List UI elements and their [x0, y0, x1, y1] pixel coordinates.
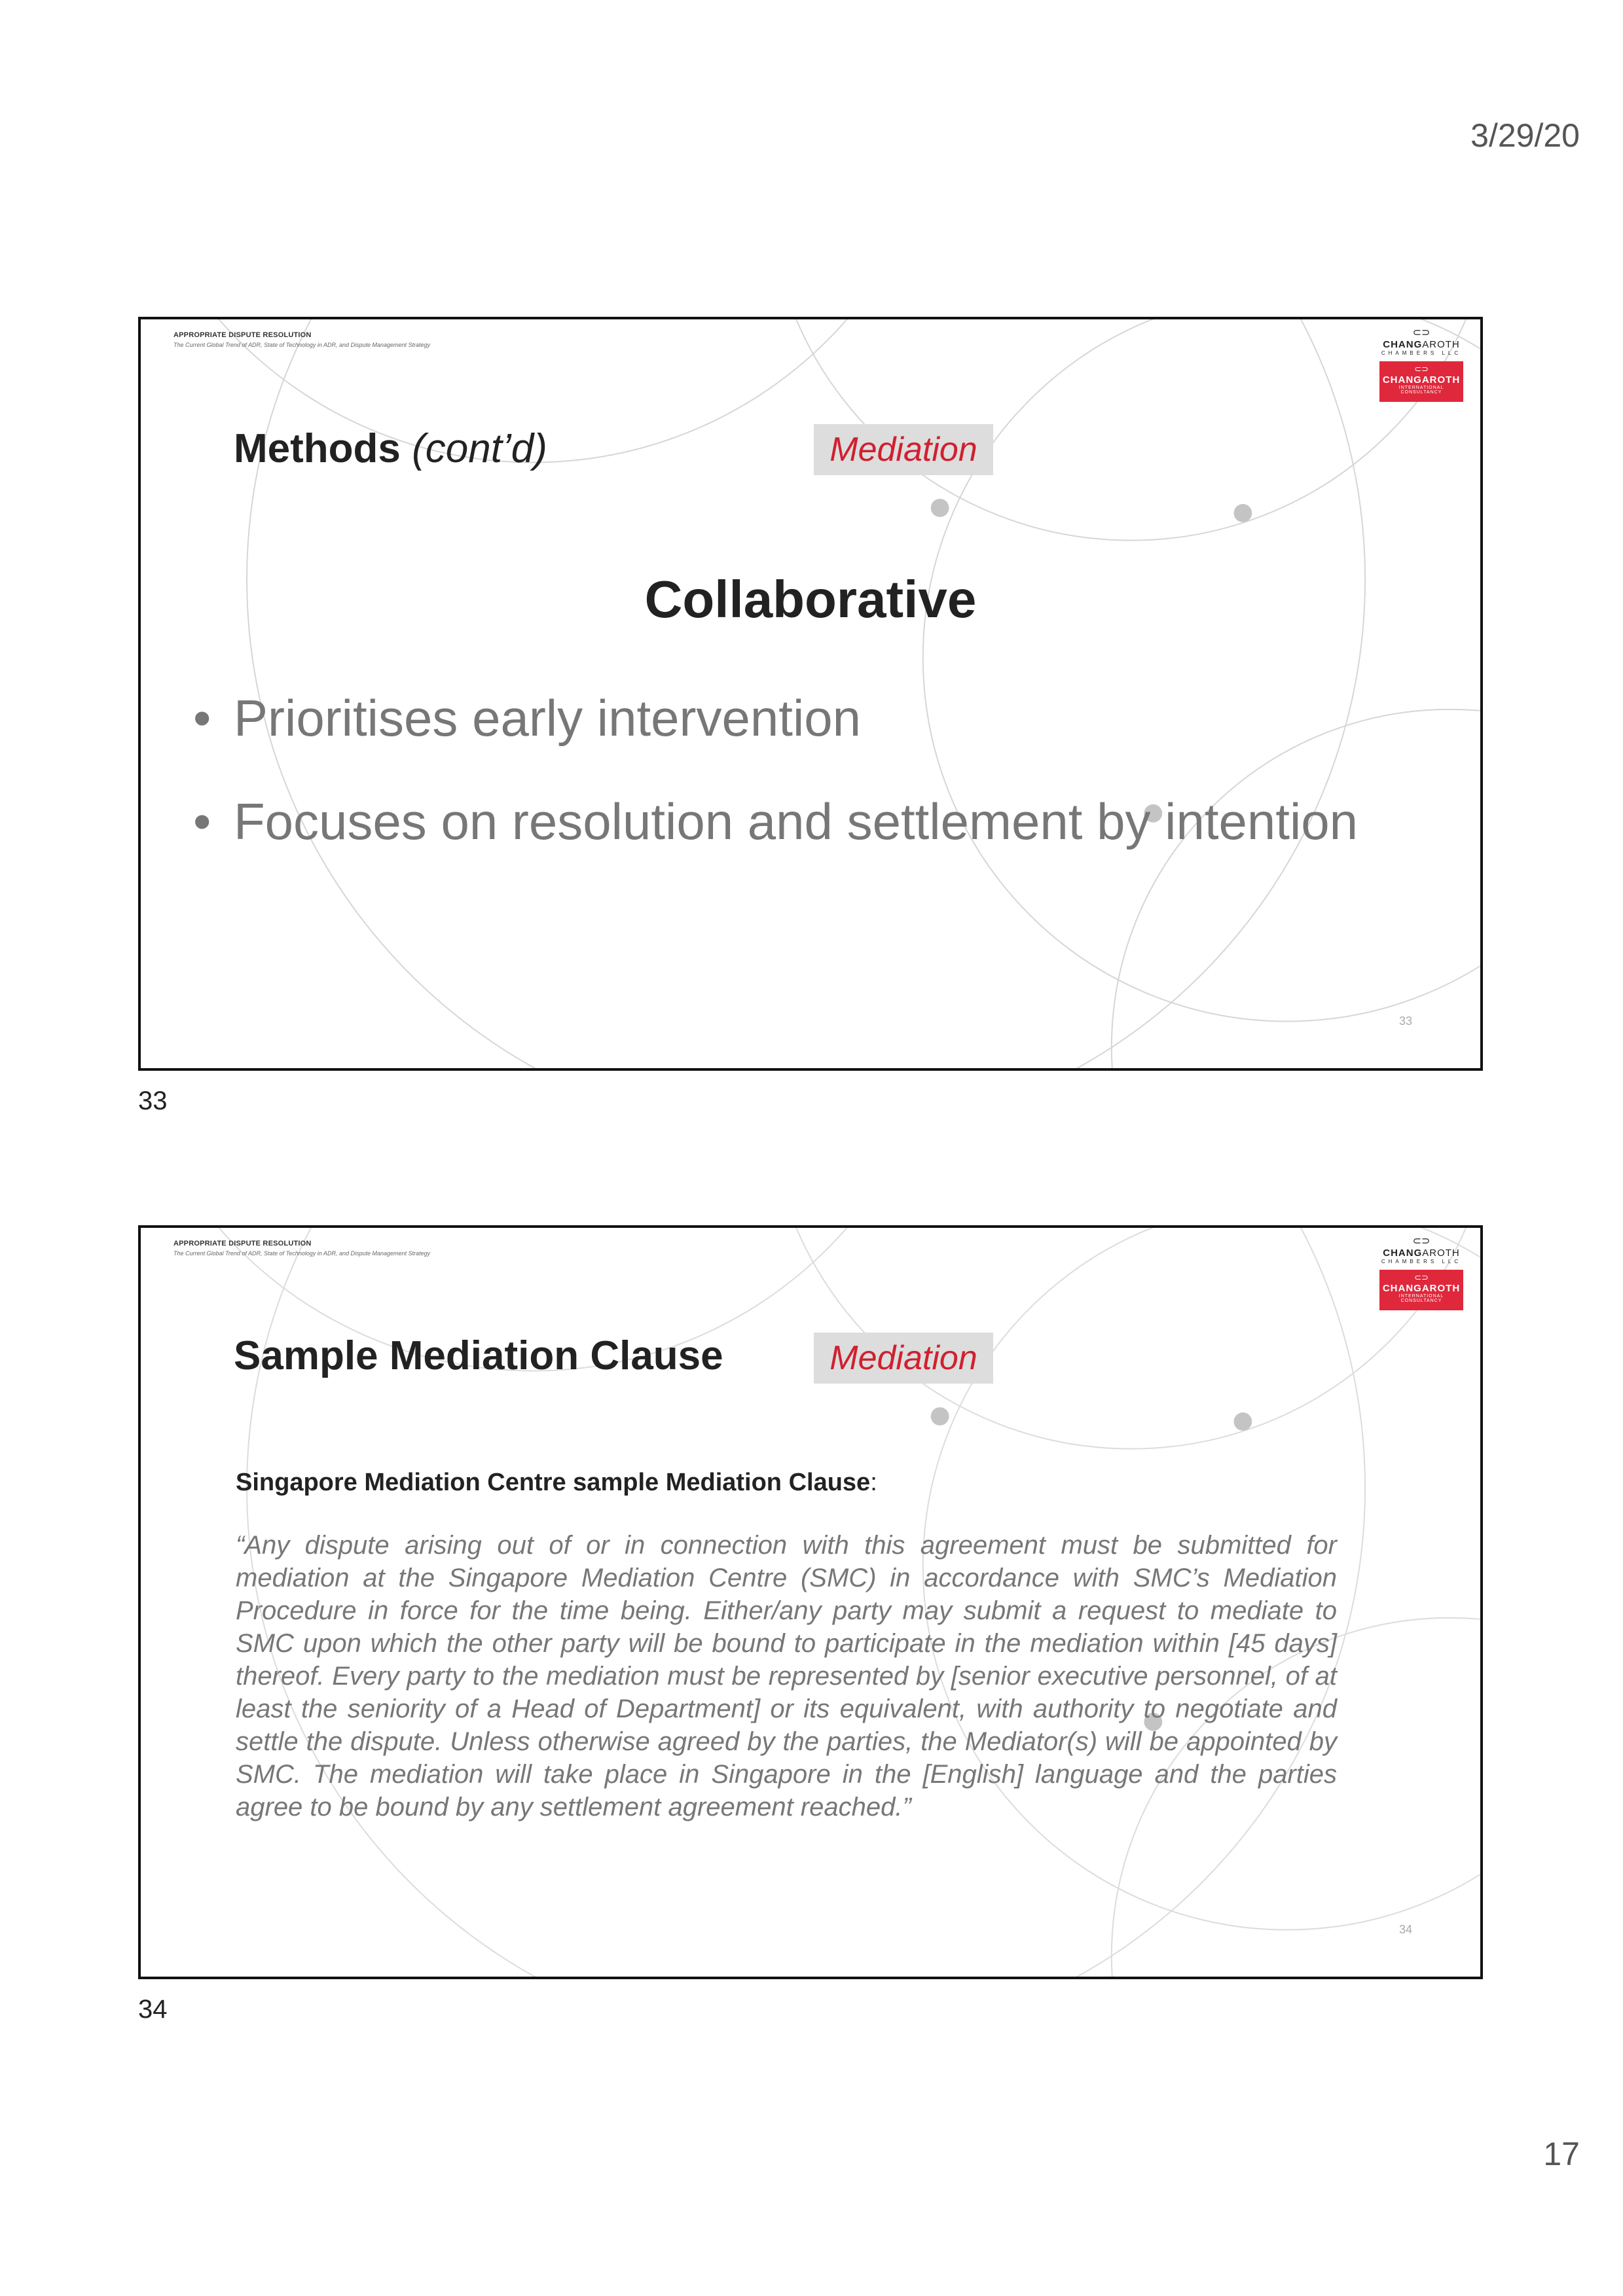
deco-dot [1233, 1412, 1252, 1431]
consultancy-sub: INTERNATIONAL CONSULTANCY [1398, 1294, 1444, 1303]
deco-dot [931, 499, 949, 517]
deck-title: APPROPRIATE DISPUTE RESOLUTION [173, 331, 312, 339]
bullet-dot-icon: • [193, 689, 211, 747]
deco-dot [931, 1407, 949, 1426]
consultancy-logo [1379, 361, 1463, 402]
mediation-tag: Mediation [814, 424, 993, 475]
title-suffix: (cont’d) [412, 426, 547, 471]
bullet-dot-icon: • [193, 793, 211, 850]
consultancy-name: CHANGAROTH [1382, 1283, 1461, 1294]
slide-inner-number: 34 [1398, 1923, 1412, 1936]
logo-name: CHANGAROTH [1383, 339, 1460, 350]
consultancy-mark-icon: ⊂⊃ [1414, 1272, 1429, 1282]
slide-inner-number: 33 [1398, 1014, 1412, 1028]
deco-dot [1233, 504, 1252, 522]
consultancy-mark-icon: ⊂⊃ [1414, 364, 1429, 374]
page-number: 17 [1543, 2136, 1580, 2172]
company-logo [1376, 1234, 1467, 1310]
slide-title: Methods (cont’d) [234, 426, 547, 471]
logo-sub: CHAMBERS LLC [1381, 1259, 1462, 1265]
slide-number-label: 33 [138, 1086, 168, 1115]
slide-heading: Collaborative [644, 570, 977, 628]
consultancy-name: CHANGAROTH [1382, 374, 1461, 386]
logo-sub: CHAMBERS LLC [1381, 350, 1462, 356]
logo-mark-icon: ⊂⊃ [1412, 327, 1431, 338]
slide-number-label: 34 [138, 1995, 168, 2024]
consultancy-logo [1379, 1270, 1463, 1310]
consultancy-sub: INTERNATIONAL CONSULTANCY [1398, 386, 1444, 395]
clause-text: “Any dispute arising out of or in connection with this agreement must be submitted for mediation at the Singapore Mediation Centre (SMC) in accordance with SMC’s Mediation Procedure in force for the time being. Either/any party may submit a request to mediate to SMC upon which the other party will be bound to participate in the mediation within [45 days] thereof. Every party to the mediation must be represented by [senior executive personnel, of at least the seniority of a Head of Department] or its equivalent, with authority to negotiate and settle the dispute. Unless otherwise agreed by the parties, the Mediator(s) will be appointed by SMC. The mediation will take place in Singapore in the [English] language and the parties agree to be bound by any settlement agreement reached.” [236, 1531, 1337, 1821]
clause-heading: Singapore Mediation Centre sample Mediation Clause: [236, 1469, 877, 1496]
deck-subtitle: The Current Global Trend of ADR, State of Technology in ADR, and Dispute Management Strategy [173, 342, 431, 348]
company-logo [1376, 326, 1467, 402]
logo-name: CHANGAROTH [1383, 1247, 1460, 1259]
page-date: 3/29/20 [1470, 117, 1580, 154]
logo-mark-icon: ⊂⊃ [1412, 1236, 1431, 1247]
mediation-tag: Mediation [814, 1333, 993, 1384]
bullet-item: • Prioritises early intervention [193, 666, 1434, 770]
deck-subtitle: The Current Global Trend of ADR, State of Technology in ADR, and Dispute Management Strategy [173, 1250, 431, 1257]
slide-34 [138, 1225, 1483, 1979]
bullet-item: • Focuses on resolution and settlement by intention [193, 770, 1434, 873]
slide-33 [138, 317, 1483, 1071]
slide-title: Sample Mediation Clause [234, 1333, 723, 1378]
deck-title: APPROPRIATE DISPUTE RESOLUTION [173, 1240, 312, 1247]
